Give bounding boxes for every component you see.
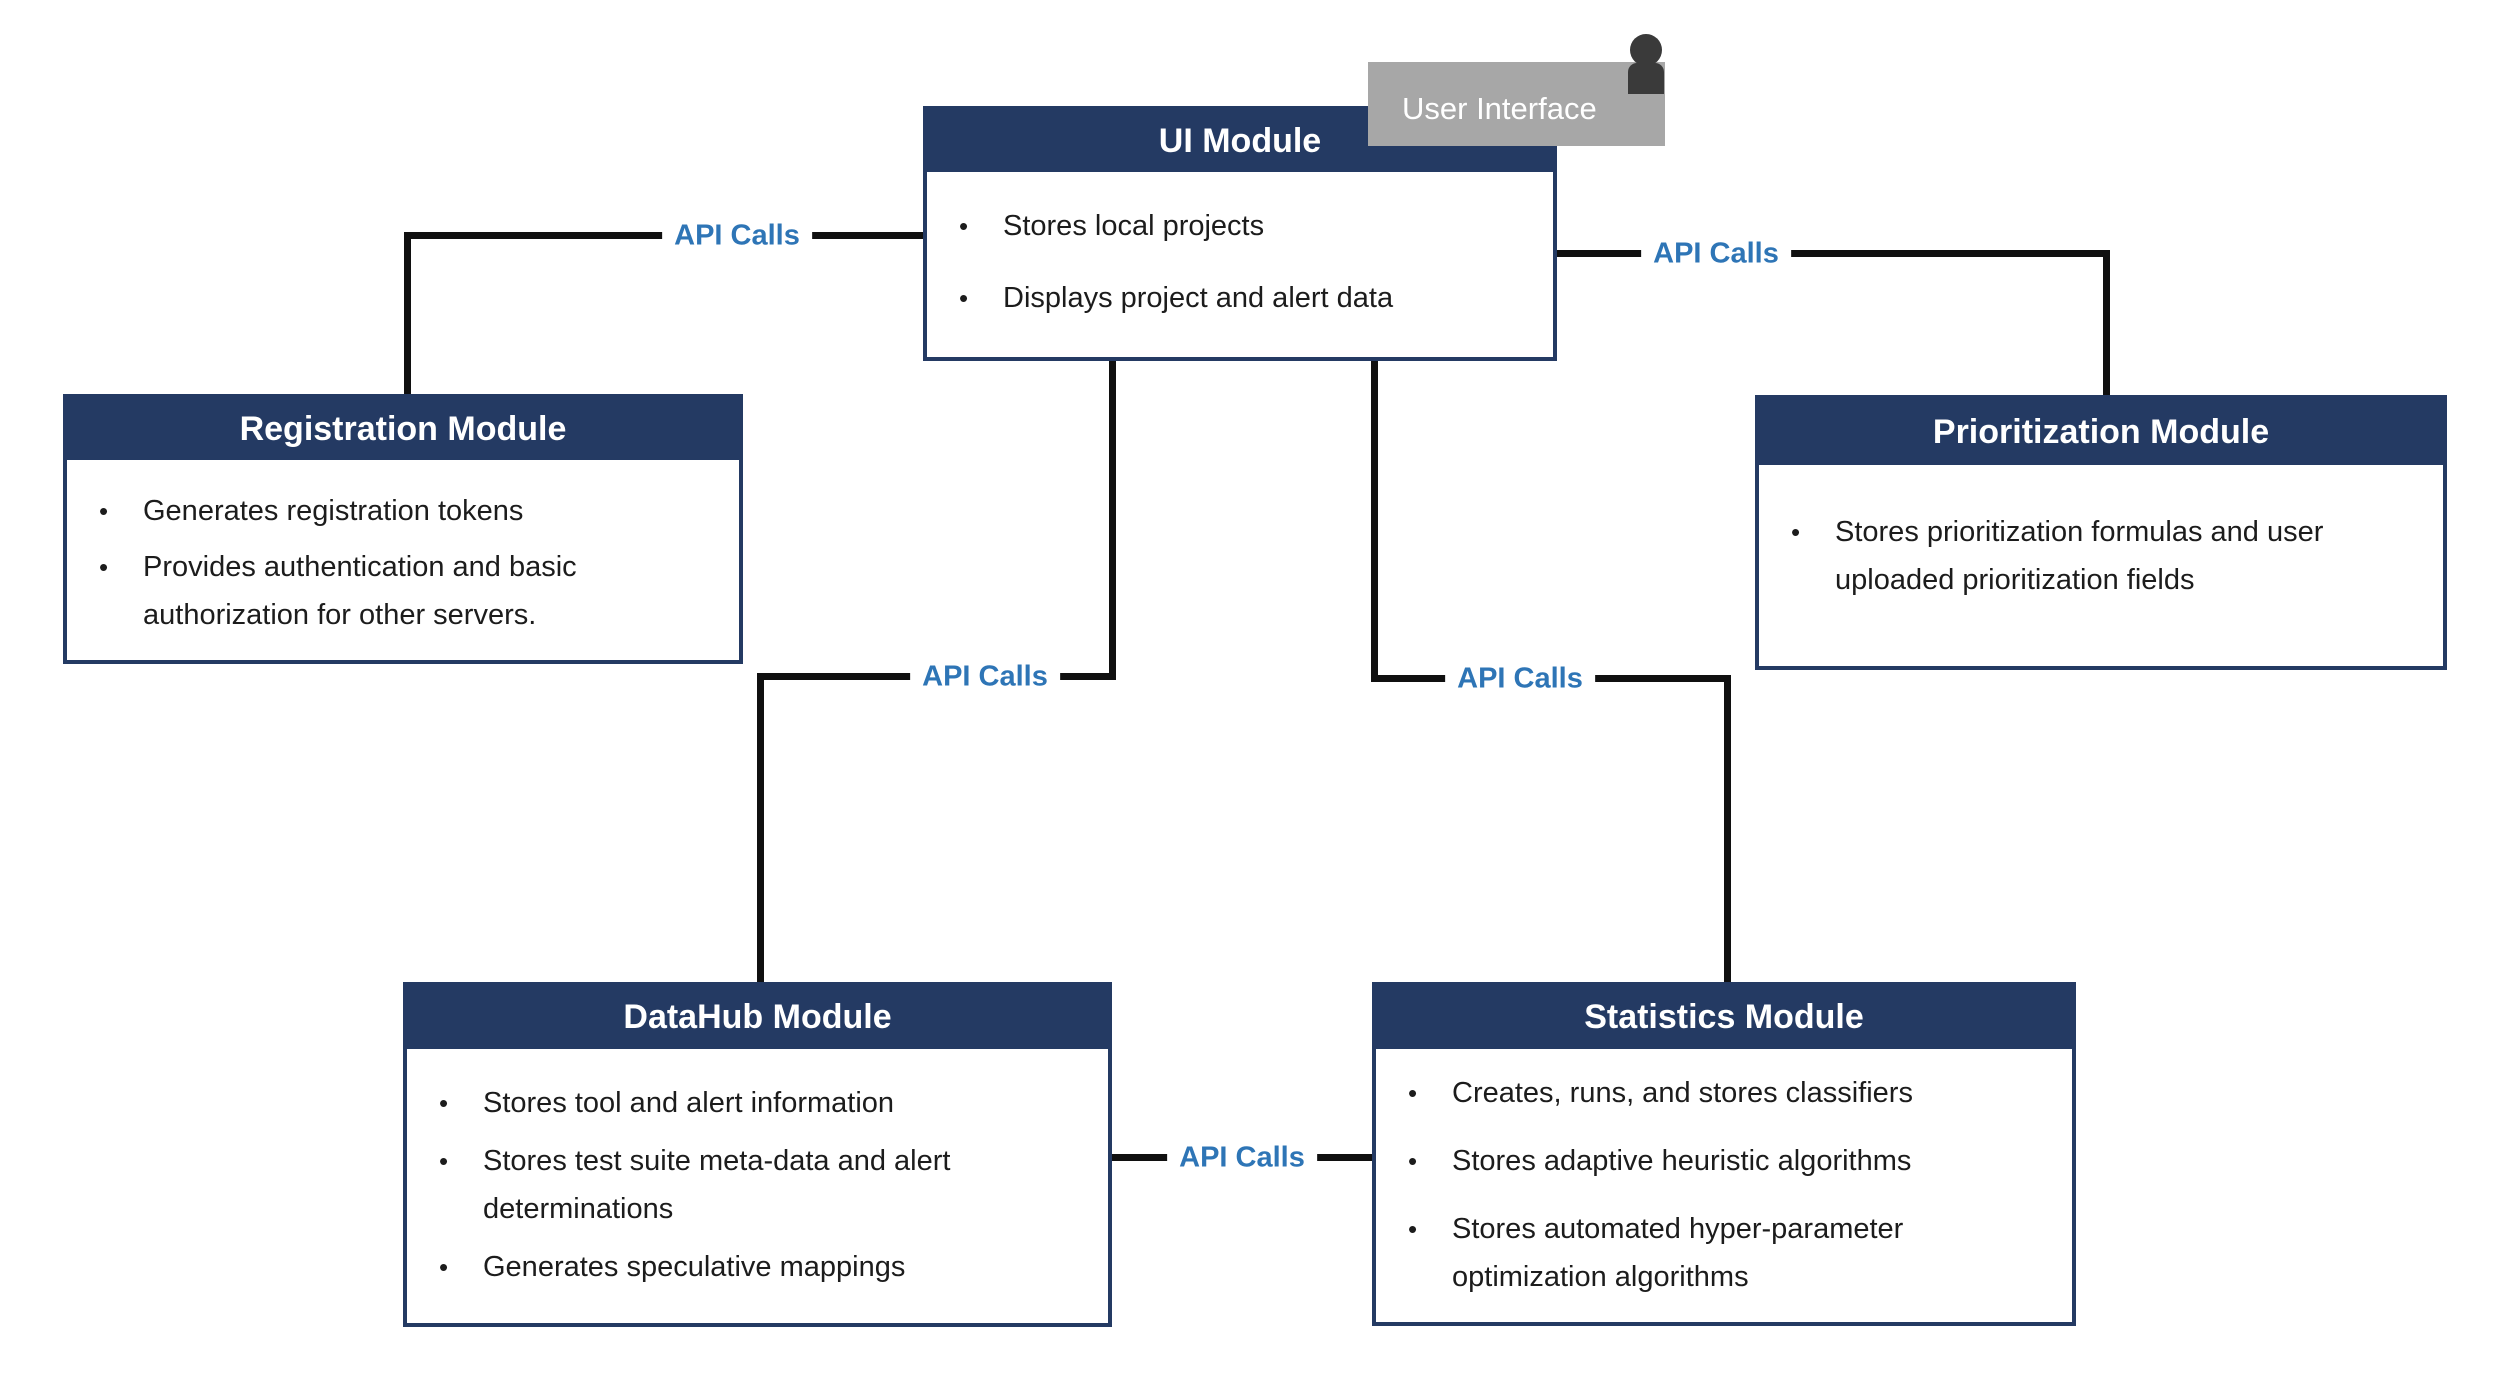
bullet-text: Creates, runs, and stores classifiers <box>1452 1077 1913 1109</box>
api-calls-label-registration-ui: API Calls <box>662 218 812 255</box>
bullet-item <box>99 543 709 639</box>
bullet-icon <box>959 202 1003 250</box>
registration-module-body <box>67 460 739 639</box>
prioritization-module-body <box>1759 465 2443 604</box>
bullet-icon <box>959 274 1003 322</box>
statistics-module-header <box>1376 986 2072 1049</box>
bullet-text: Stores local projects <box>1003 210 1265 242</box>
connector-ui-prioritization-horizontal <box>1545 250 2110 257</box>
user-interface-box <box>1368 62 1665 146</box>
person-icon-body <box>1628 63 1664 94</box>
statistics-module-box <box>1372 982 2076 1326</box>
datahub-module-body <box>407 1049 1108 1291</box>
bullet-text: Stores test suite meta-data and alert determinations <box>483 1145 951 1225</box>
connector-ui-datahub-vertical-lower <box>757 673 764 1000</box>
bullet-item <box>959 202 1533 250</box>
bullet-text: Provides authentication and basic authorization for other servers. <box>143 551 577 631</box>
connector-ui-statistics-vertical-upper <box>1371 350 1378 682</box>
bullet-item <box>1408 1137 2042 1185</box>
bullet-icon <box>1791 508 1835 556</box>
bullet-item <box>99 487 709 535</box>
bullet-text: Stores tool and alert information <box>483 1087 895 1119</box>
prioritization-module-bullet-list <box>1791 508 2348 604</box>
connector-registration-ui-vertical <box>404 232 411 420</box>
registration-module-title: Registration Module <box>239 409 567 448</box>
registration-module-bullet-list <box>99 487 709 639</box>
api-calls-label-ui-prioritization: API Calls <box>1641 236 1791 273</box>
bullet-item <box>1791 508 2348 604</box>
bullet-text: Stores automated hyper-parameter optimization algorithms <box>1452 1213 1904 1293</box>
registration-module-header <box>67 398 739 460</box>
ui-module-bullet-list <box>959 202 1533 322</box>
user-interface-label: User Interface <box>1402 91 1597 126</box>
bullet-icon <box>439 1079 483 1127</box>
bullet-icon <box>1408 1069 1452 1117</box>
bullet-item <box>1408 1205 2042 1301</box>
api-calls-label-ui-datahub: API Calls <box>910 659 1060 696</box>
datahub-module-bullet-list <box>439 1079 1083 1291</box>
person-icon <box>1630 34 1662 66</box>
bullet-item <box>439 1079 1083 1127</box>
bullet-text: Stores adaptive heuristic algorithms <box>1452 1145 1912 1177</box>
ui-module-title: UI Module <box>1158 121 1322 160</box>
bullet-text: Generates speculative mappings <box>483 1251 906 1283</box>
bullet-text: Generates registration tokens <box>143 495 524 527</box>
ui-module-body <box>927 172 1553 322</box>
bullet-icon <box>99 487 143 535</box>
datahub-module-box <box>403 982 1112 1327</box>
connector-ui-statistics-vertical-lower <box>1724 675 1731 1000</box>
prioritization-module-header <box>1759 399 2443 465</box>
bullet-item <box>959 274 1533 322</box>
connector-ui-datahub-vertical-upper <box>1109 350 1116 680</box>
api-calls-label-ui-statistics: API Calls <box>1445 661 1595 698</box>
bullet-icon <box>1408 1205 1452 1253</box>
bullet-item <box>439 1243 1083 1291</box>
bullet-text: Stores prioritization formulas and user uploaded prioritization fields <box>1835 516 2324 596</box>
statistics-module-body <box>1376 1049 2072 1301</box>
bullet-item <box>439 1137 1083 1233</box>
bullet-icon <box>1408 1137 1452 1185</box>
bullet-item <box>1408 1069 2042 1117</box>
bullet-icon <box>439 1137 483 1185</box>
prioritization-module-box <box>1755 395 2447 670</box>
statistics-module-title: Statistics Module <box>1584 998 1864 1036</box>
registration-module-box <box>63 394 743 664</box>
bullet-icon <box>439 1243 483 1291</box>
api-calls-label-datahub-statistics: API Calls <box>1167 1140 1317 1177</box>
datahub-module-header <box>407 986 1108 1049</box>
bullet-icon <box>99 543 143 591</box>
bullet-text: Displays project and alert data <box>1003 282 1394 314</box>
datahub-module-title: DataHub Module <box>623 998 892 1036</box>
statistics-module-bullet-list <box>1408 1069 2042 1301</box>
prioritization-module-title: Prioritization Module <box>1932 412 2270 451</box>
